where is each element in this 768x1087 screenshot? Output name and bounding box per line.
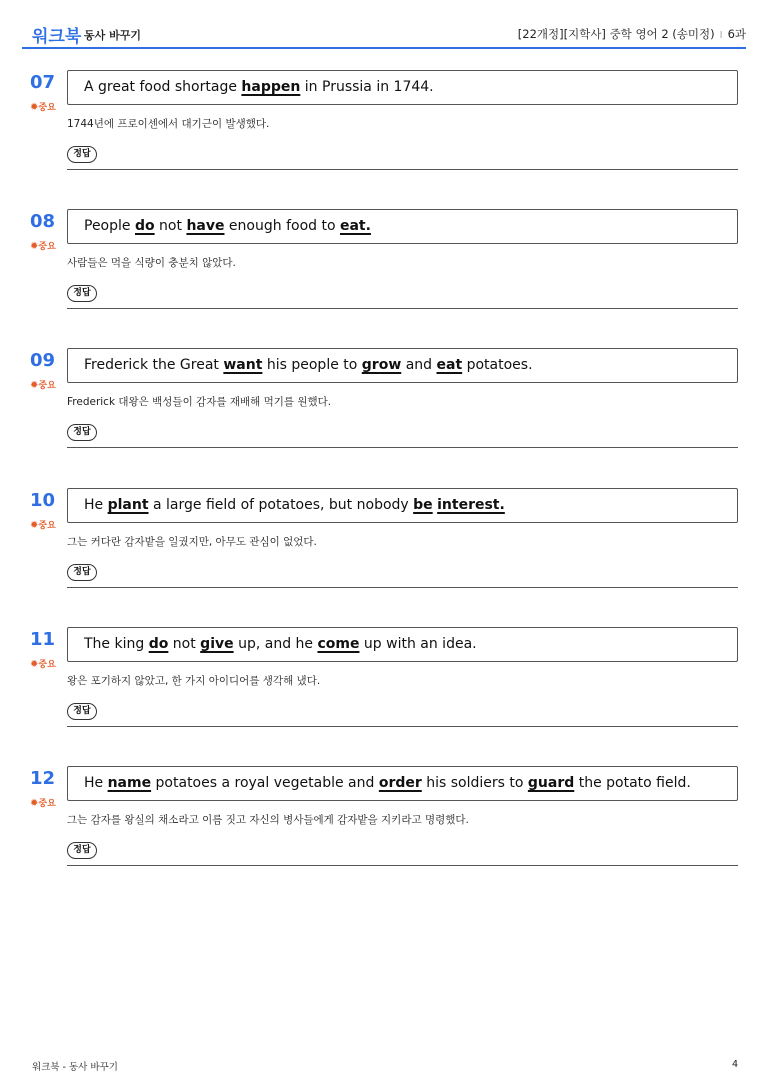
badge-label: 중요 [38, 660, 56, 670]
target-verb: come [317, 636, 360, 652]
badge-label: 중요 [38, 242, 56, 252]
sentence-text: not [168, 636, 201, 652]
badge-label: 중요 [38, 381, 56, 391]
target-verb: eat. [339, 218, 371, 234]
sentence-text: his people to [262, 357, 362, 373]
sentence-text: potatoes a royal vegetable and [151, 775, 379, 791]
important-badge [30, 796, 56, 809]
burst-icon: ✹ [30, 241, 39, 252]
korean-translation: 그는 커다란 감자밭을 일궜지만, 아무도 관심이 없었다. [67, 536, 317, 548]
sentence-text: enough food to [224, 218, 340, 234]
sentence-text: the potato field. [574, 775, 691, 791]
korean-translation: 사람들은 먹을 식량이 충분치 않았다. [67, 257, 236, 269]
question-number: 09 [30, 350, 56, 371]
target-verb: plant [107, 497, 149, 513]
target-verb: order [378, 775, 422, 791]
important-badge [30, 657, 56, 670]
sentence-text: A great food shortage [84, 79, 242, 95]
sentence-box [67, 766, 738, 801]
target-verb: interest. [437, 497, 505, 513]
sentence-text: People [84, 218, 135, 234]
answer-button[interactable]: 정답 [67, 564, 97, 581]
question-number: 10 [30, 490, 56, 511]
sentence-box [67, 348, 738, 383]
sentence-text: He [84, 775, 108, 791]
answer-button[interactable]: 정답 [67, 842, 97, 859]
sentence-text: potatoes. [462, 357, 533, 373]
target-verb: happen [241, 79, 301, 95]
burst-icon: ✹ [30, 380, 39, 391]
answer-line [67, 726, 738, 727]
question-item [30, 488, 738, 600]
sentence-text: and [401, 357, 437, 373]
sentence-box [67, 209, 738, 244]
important-badge [30, 239, 56, 252]
sentence-text: his soldiers to [421, 775, 528, 791]
page-header [32, 22, 746, 48]
section-subtitle: 동사 바꾸기 [84, 29, 141, 42]
answer-line [67, 447, 738, 448]
sentence-text: in Prussia in 1744. [300, 79, 434, 95]
badge-label: 중요 [38, 103, 56, 113]
korean-translation: 그는 감자를 왕실의 채소라고 이름 짓고 자신의 병사들에게 감자밭을 지키라고 명령했다. [67, 814, 469, 826]
footer-title: 워크북 - 동사 바꾸기 [32, 1062, 118, 1073]
course-info [518, 26, 746, 42]
question-number: 11 [30, 629, 56, 650]
question-number: 08 [30, 211, 56, 232]
sentence-text: He [84, 497, 108, 513]
target-verb: be [413, 497, 433, 513]
answer-line [67, 865, 738, 866]
header-separator: I [719, 30, 723, 41]
target-verb: guard [527, 775, 575, 791]
answer-line [67, 587, 738, 588]
important-badge [30, 518, 56, 531]
header-divider [22, 47, 746, 49]
question-item [30, 209, 738, 321]
sentence-box [67, 627, 738, 662]
sentence-box [67, 488, 738, 523]
target-verb: do [148, 636, 169, 652]
sentence-text: The king [84, 636, 149, 652]
sentence-text: Frederick the Great [84, 357, 224, 373]
lesson-label: 6과 [727, 27, 746, 41]
answer-button[interactable]: 정답 [67, 285, 97, 302]
target-verb: want [223, 357, 263, 373]
burst-icon: ✹ [30, 659, 39, 670]
sentence-text: a large field of potatoes, but nobody [148, 497, 414, 513]
question-item [30, 348, 738, 460]
question-item [30, 70, 738, 182]
course-name: [22개정][지학사] 중학 영어 2 (송미정) [517, 27, 715, 41]
sentence-text: up with an idea. [359, 636, 477, 652]
answer-button[interactable]: 정답 [67, 703, 97, 720]
sentence-text: not [154, 218, 187, 234]
important-badge [30, 100, 56, 113]
workbook-title: 워크북 [32, 27, 82, 47]
question-number: 07 [30, 72, 56, 93]
question-item [30, 627, 738, 739]
page-number: 4 [731, 1059, 738, 1070]
badge-label: 중요 [38, 799, 56, 809]
answer-line [67, 308, 738, 309]
target-verb: give [200, 636, 234, 652]
sentence-box [67, 70, 738, 105]
burst-icon: ✹ [30, 798, 39, 809]
important-badge [30, 378, 56, 391]
target-verb: do [134, 218, 155, 234]
burst-icon: ✹ [30, 520, 39, 531]
badge-label: 중요 [38, 521, 56, 531]
target-verb: grow [361, 357, 402, 373]
korean-translation: 왕은 포기하지 않았고, 한 가지 아이디어를 생각해 냈다. [67, 675, 321, 687]
target-verb: have [186, 218, 225, 234]
burst-icon: ✹ [30, 102, 39, 113]
sentence-text: up, and he [233, 636, 318, 652]
answer-line [67, 169, 738, 170]
korean-translation: Frederick 대왕은 백성들이 감자를 재배해 먹기를 원했다. [67, 396, 332, 408]
target-verb: name [107, 775, 152, 791]
question-item [30, 766, 738, 878]
question-number: 12 [30, 768, 56, 789]
answer-button[interactable]: 정답 [67, 424, 97, 441]
answer-button[interactable]: 정답 [67, 146, 97, 163]
korean-translation: 1744년에 프로이센에서 대기근이 발생했다. [67, 118, 270, 130]
target-verb: eat [436, 357, 463, 373]
